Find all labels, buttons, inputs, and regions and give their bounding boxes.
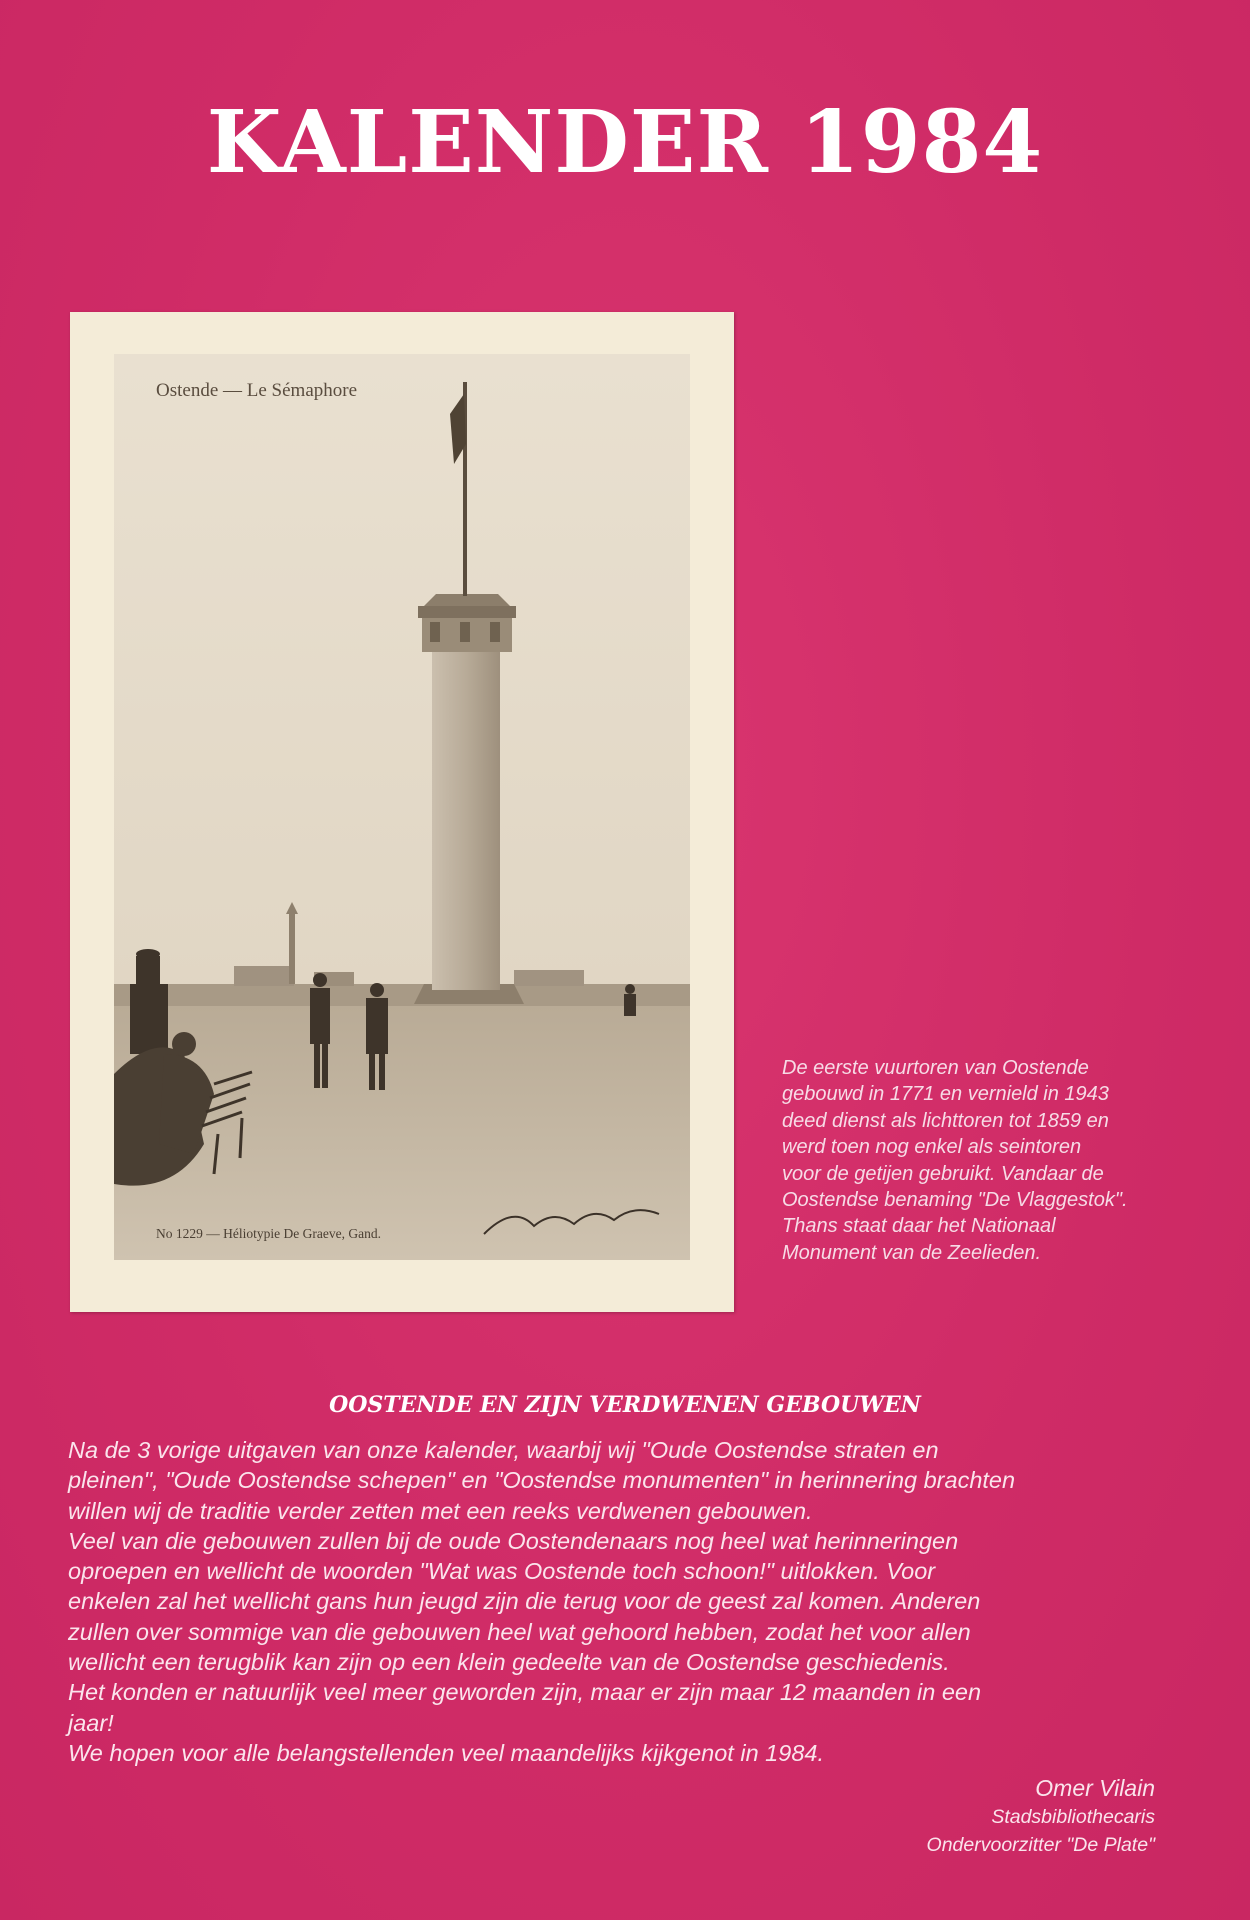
postcard: [70, 312, 734, 1312]
signature-name: Omer Vilain: [1035, 1775, 1155, 1801]
intro-body-text: Na de 3 vorige uitgaven van onze kalender, waarbij wij "Oude Oostendse straten en pleinen", "Oude Oostendse schepen" en "Oostendse monumenten" in herinnering brachten willen wij de traditie verder zetten met een reeks verdwenen gebouwen. Veel van die gebouwen zullen bij de oude Oostendenaars nog heel wat herinneringen oproepen en wellicht de woorden "Wat was Oostende toch schoon!" uitlokken. Voor enkelen zal het wellicht gans hun jeugd zijn die terug voor de geest zal komen. Anderen zullen over sommige van die gebouwen heel wat gehoord hebben, zodat het voor allen wellicht een terugblik kan zijn op een klein gedeelte van de Oostendse geschiedenis. Het konden er natuurlijk veel meer geworden zijn, maar er zijn maar 12 maanden in een jaar! We hopen voor alle belangstellenden veel maandelijks kijkgenot in 1984.: [68, 1437, 1016, 1766]
signature-role-2: Ondervoorzitter "De Plate": [926, 1834, 1155, 1856]
photo-caption-bottom: No 1229 — Héliotypie De Graeve, Gand.: [156, 1226, 381, 1241]
signature-block: [927, 1773, 1155, 1859]
section-heading: OOSTENDE EN ZIJN VERDWENEN GEBOUWEN: [329, 1392, 921, 1418]
page-title: KALENDER 1984: [206, 92, 1044, 193]
semaphore-photo: [114, 354, 690, 1260]
semaphore-illustration: [114, 354, 690, 1260]
signature-role-1: Stadsbibliothecaris: [991, 1806, 1155, 1828]
lighthouse-description: De eerste vuurtoren van Oostende gebouwd in 1771 en vernield in 1943 deed dienst als lichttoren tot 1859 en werd toen nog enkel als seintoren voor de getijen gebruikt. Vandaar de Oostendse benaming "De Vlaggestok". Thans staat daar het Nationaal Monument van de Zeelieden.: [782, 1057, 1128, 1264]
photo-caption-top: Ostende — Le Sémaphore: [156, 380, 358, 401]
